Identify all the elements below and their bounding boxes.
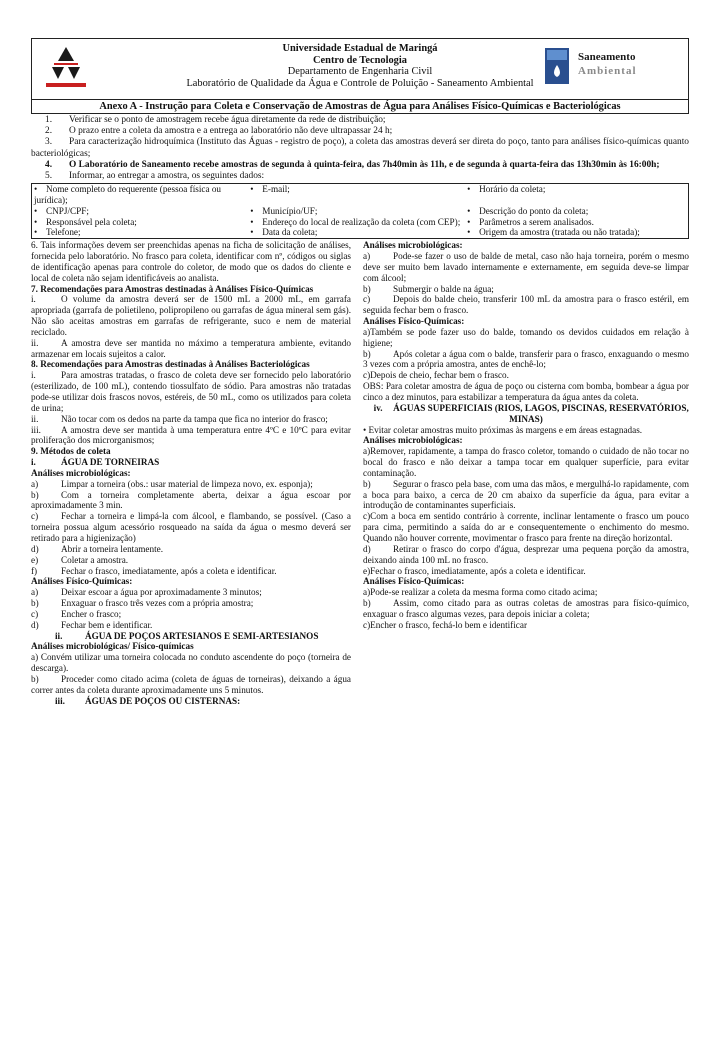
microbiological-heading: Análises microbiológicas: xyxy=(363,240,463,251)
table-cell: Data da coleta; xyxy=(262,227,318,238)
item-7-i: i. O volume da amostra deverá ser de 1500 mL a 2000 mL, em garrafa apropriada (garrafa de polietileno, polipropileno ou garrafas de água mineral sem gás). Não são aceitas amostras em garrafas de refrigerante, suco e nem de material reciclado. xyxy=(31,294,351,337)
list-item: 1. Verificar se o ponto de amostragem recebe água diretamente da rede de distribuição; xyxy=(45,115,386,125)
microbiological-heading: Análises microbiológicas: xyxy=(31,467,131,478)
section-9-iii-heading: iii. ÁGUAS DE POÇOS OU CISTERNAS: xyxy=(55,695,241,706)
fq-step-a: a) Deixar escoar a água por aproximadamente 3 minutos; xyxy=(31,587,262,598)
right-column xyxy=(363,240,689,630)
list-item: 2. O prazo entre a coleta da amostra e a entrega ao laboratório não deve ultrapassar 24 h; xyxy=(45,126,393,137)
item-7-ii: ii. A amostra deve ser mantida no máximo a temperatura ambiente, evitando armazenar em locais sujeitos a calor. xyxy=(31,337,351,359)
section-9-iv-heading: iv. ÁGUAS SUPERFICIAIS (RIOS, LAGOS, PISCINAS, RESERVATÓRIOS, MINAS) xyxy=(373,402,689,424)
list-item: 4. O Laboratório de Saneamento recebe amostras de segunda à quinta-feira, das 7h40min às 11h, e de segunda à quarta-feira das 13h30min às 16:00h; xyxy=(45,159,660,170)
table-cell: Origem da amostra (tratada ou não tratada); xyxy=(479,227,640,238)
university-name: Universidade Estadual de Maringá xyxy=(282,43,438,54)
table-cell: Nome completo do requerente (pessoa física ou jurídica); xyxy=(34,184,222,206)
surface-fq-c: c)Encher o frasco, fechá-lo bem e identificar xyxy=(363,619,528,630)
table-cell: E-mail; xyxy=(262,184,290,195)
table-cell: Responsável pela coleta; xyxy=(46,216,137,227)
surface-fq-a: a)Pode-se realizar a coleta da mesma forma como citado acima; xyxy=(363,587,598,598)
table-cell: Parâmetros a serem analisados. xyxy=(479,216,594,227)
fq-step-c: c) Encher o frasco; xyxy=(31,608,122,619)
saneamento-logo xyxy=(544,47,674,91)
table-cell: CNPJ/CPF; xyxy=(46,205,89,216)
logo-text-ambiental: Ambiental xyxy=(578,65,637,77)
well-step-b: b) Proceder como citado acima (coleta de águas de torneiras), deixando a água correr antes da coleta durante aproximadamente uns 5 minutos. xyxy=(31,673,351,695)
cistern-step-b: b) Submergir o balde na água; xyxy=(363,283,494,294)
physicochemical-heading: Análises Físico-Químicas: xyxy=(31,576,133,587)
annex-title: Anexo A - Instrução para Coleta e Conservação de Amostras de Água para Análises Físico-Químicas e Bacteriológicas xyxy=(31,100,689,114)
surface-step-c: c)Com a boca em sentido contrário à corrente, inclinar lentamente o frasco um pouco para cima, permitindo a saída do ar e consequentemente o enchimento do mesmo. Quando não houver corrente, movimentar o frasco para frente na direção horizontal. xyxy=(363,511,689,543)
section-8-heading: 8. Recomendações para Amostras destinadas à Análises Bacteriológicas xyxy=(31,359,310,370)
lab-name: Laboratório de Qualidade da Água e Controle de Poluição - Saneamento Ambiental xyxy=(186,77,534,89)
center-name: Centro de Tecnologia xyxy=(313,54,407,66)
intro-list xyxy=(31,115,689,182)
tap-step-c: c) Fechar a torneira e limpá-la com álcool, e flambando, se possível. (Caso a torneira possua algum acessório rosqueado na saída da água o mesmo deverá ser retirado para a higienização) xyxy=(31,511,351,543)
tap-step-e: e) Coletar a amostra. xyxy=(31,554,129,565)
surface-step-a: a)Remover, rapidamente, a tampa do frasco coletor, tomando o cuidado de não tocar no bocal do frasco e não deixar a tampa tocar em qualquer superfície, para evitar contaminação. xyxy=(363,446,689,478)
surface-fq-b: b) Assim, como citado para as outras coletas de amostras para físico-químico, enxaguar o frasco algumas vezes, para depois iniciar a coleta; xyxy=(363,598,689,619)
list-item: 5. Informar, ao entregar a amostra, os seguintes dados: xyxy=(45,171,265,182)
water-tank-icon xyxy=(544,47,570,85)
cistern-step-a: a) Pode-se fazer o uso de balde de metal, caso não haja torneira, porém o mesmo deve ser muito bem lavado internamente e externamente, em seguida deve-se limpar com álcool; xyxy=(363,251,689,283)
microbiological-heading-2: Análises microbiológicas: xyxy=(363,435,463,446)
fq-step-d: d) Fechar bem e identificar. xyxy=(31,619,153,630)
left-column xyxy=(31,240,351,706)
table-cell: Endereço do local de realização da coleta (com CEP); xyxy=(262,216,461,227)
section-9-heading: 9. Métodos de coleta xyxy=(31,446,111,457)
well-step-a: a) Convém utilizar uma torneira colocada no conduto ascendente do poço (torneira de descarga). xyxy=(31,652,351,674)
surface-step-b: b) Segurar o frasco pela base, com uma das mãos, e mergulhá-lo rapidamente, com a boca para baixo, a cerca de 20 cm abaixo da superfície da água, para evitar a introdução de contaminantes superficiais. xyxy=(363,478,689,511)
cistern-fq-c: c)Depois de cheio, fechar bem o frasco. xyxy=(363,370,509,381)
tap-step-a: a) Limpar a torneira (obs.: usar material de limpeza novo, ex. esponja); xyxy=(31,478,313,489)
logo-text-saneamento: Saneamento xyxy=(578,51,636,63)
item-8-ii: ii. Não tocar com os dedos na parte da tampa que fica no interior do frasco; xyxy=(31,413,328,424)
table-cell: Horário da coleta; xyxy=(479,184,546,195)
list-item: 3. Para caracterização hidroquímica (Instituto das Águas - registro de poço), a coleta das amostras deverá ser direta do poço, tanto para análises físico-químicas quanto bacteriológicas; xyxy=(31,137,689,159)
section-9-ii-heading: ii. ÁGUA DE POÇOS ARTESIANOS E SEMI-ARTESIANOS xyxy=(55,630,319,641)
physicochemical-heading: Análises Físico-Químicas: xyxy=(363,316,465,327)
document-header xyxy=(31,38,689,100)
item-8-i: i. Para amostras tratadas, o frasco de coleta deve ser fornecido pelo laboratório (esterilizado, de 100 mL), contendo tiossulfato de sódio. Para amostras não tratadas pode-se utilizar dois frascos novos, estéreis, de 50 mL, como os utilizados para coleta de urina; xyxy=(31,370,351,413)
tap-step-d: d) Abrir a torneira lentamente. xyxy=(31,543,164,554)
table-cell: Município/UF; xyxy=(262,205,318,216)
fq-step-b: b) Enxaguar o frasco três vezes com a própria amostra; xyxy=(31,598,254,609)
university-logo-icon xyxy=(44,45,88,91)
table-cell: Telefone; xyxy=(46,227,81,238)
physicochemical-heading-2: Análises Físico-Químicas: xyxy=(363,576,465,587)
observation-note: OBS: Para coletar amostra de água de poço ou cisterna com bomba, bombear a água por cinco a dez minutos, para estabilizar a temperatura da água antes da coleta. xyxy=(363,381,689,403)
department-name: Departamento de Engenharia Civil xyxy=(287,66,433,78)
document-page xyxy=(31,38,689,706)
surface-step-d: d) Retirar o frasco do corpo d'água, desprezar uma pequena porção da amostra, deixando ainda 100 mL no frasco. xyxy=(363,543,689,565)
cistern-fq-a: a)Também se pode fazer uso do balde, tomando os devidos cuidados em relação à higiene; xyxy=(363,326,689,348)
paragraph-6: 6. Tais informações devem ser preenchidas apenas na ficha de solicitação de análises, fornecida pelo laboratório. No frasco para coleta, identificar com nº, códigos ou siglas de identificação apenas para controle do coletor, de modo que os dados do cliente e local de coleta não sejam identificáveis ao analista. xyxy=(31,240,351,283)
tap-step-f: f) Fechar o frasco, imediatamente, após a coleta e identificar. xyxy=(31,565,277,576)
item-8-iii: iii. A amostra deve ser mantida à uma temperatura entre 4ºC e 10ºC para evitar proliferação dos microrganismos; xyxy=(31,424,351,446)
section-9-i-heading: i. ÁGUA DE TORNEIRAS xyxy=(31,457,160,468)
required-data-table: • Nome completo do requerente (pessoa física ou jurídica); • E-mail; • Horário da coleta; • CNPJ/CPF; • Município/UF; • Descrição do ponto da coleta; • Responsável pela coleta; • Endereço do local de realização da coleta (com CEP); • Parâmetros a serem analisados. • Telefone; • Data da coleta; • Origem da amostra (tratada ou não tratada); xyxy=(31,183,689,239)
header-text xyxy=(112,43,608,89)
avoid-note: • Evitar coletar amostras muito próximas às margens e em áreas estagnadas. xyxy=(363,424,643,435)
section-7-heading: 7. Recomendações para Amostras destinadas à Análises Físico-Químicas xyxy=(31,283,314,294)
micro-physicochemical-heading: Análises microbiológicas/ Físico-químicas xyxy=(31,641,194,652)
cistern-fq-b: b) Após coletar a água com o balde, transferir para o frasco, enxaguando o mesmo 3 vezes com a própria amostra, antes de enchê-lo; xyxy=(363,348,689,370)
tap-step-b: b) Com a torneira completamente aberta, deixar a água escoar por aproximadamente 3 min. xyxy=(31,489,351,511)
table-cell: Descrição do ponto da coleta; xyxy=(479,205,589,216)
cistern-step-c: c) Depois do balde cheio, transferir 100 mL da amostra para o frasco estéril, em seguida fechar bem o frasco. xyxy=(363,294,689,316)
surface-step-e: e)Fechar o frasco, imediatamente, após a coleta e identificar. xyxy=(363,565,586,576)
